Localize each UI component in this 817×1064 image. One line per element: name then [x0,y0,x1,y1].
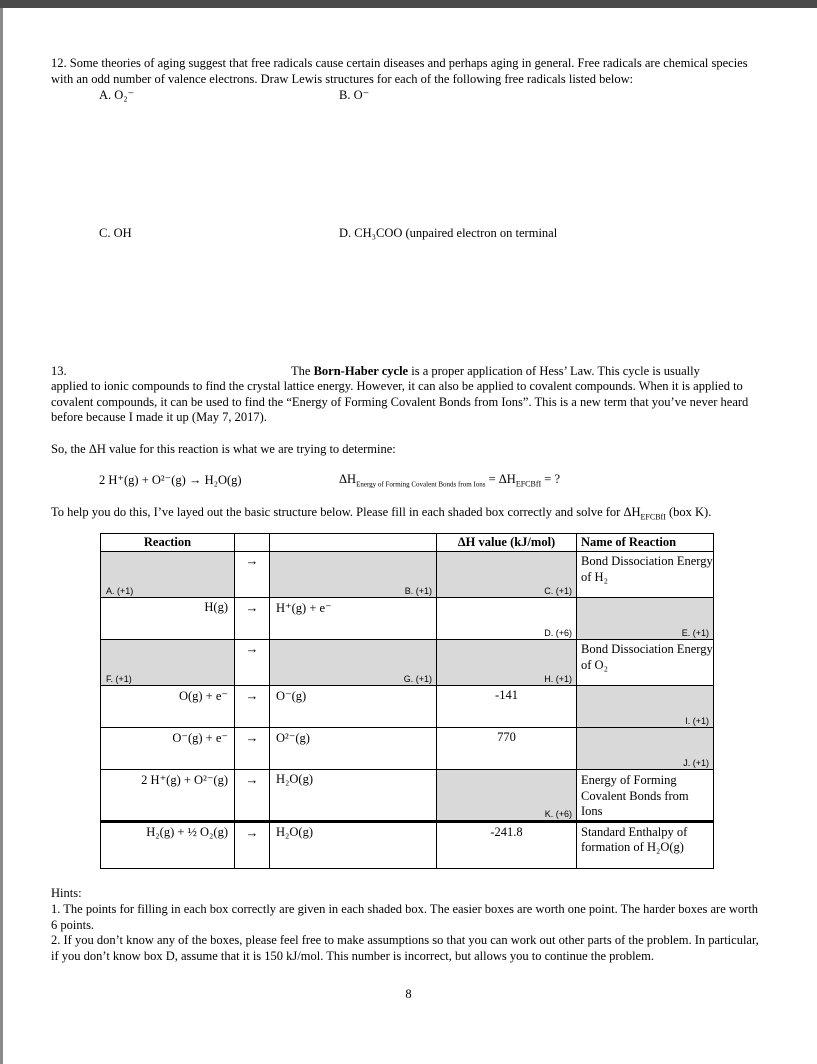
q12-item-b: B. O⁻ [339,88,370,102]
target-delta-h: $\Delta H_{Energy of Forming Covalent Bonds from Ions} = \Delta H_{EFCBfI}$ = ? [339,472,561,489]
value-cell: 770 [437,728,577,770]
question-12-text: 12. Some theories of aging suggest that free radicals cause certain diseases and perhaps aging in general. Free radicals are chemical species with an odd number of valence electrons. Draw Lewis structures for each of the following free radicals listed below: [51,56,748,86]
q12-item-d: D. CH₃COO (unpaired electron on terminal [339,226,558,240]
header-product-cell [270,534,437,552]
value-cell: -141 [437,686,577,728]
question-13-number: 13. [51,364,67,378]
header-delta-h: ΔH value (kJ/mol) [437,534,577,552]
table-row [101,770,714,822]
box-e[interactable]: E. (+1) [577,598,714,640]
target-reaction: 2 H⁺(g) + O²⁻(g) → H₂O(g) [99,473,242,487]
value-cell: -241.8 [437,821,577,868]
question-13-intro: The Born-Haber cycle is a proper application of Hess’ Law. This cycle is usually [291,364,700,378]
table-row [101,821,714,868]
question-13-text: applied to ionic compounds to find the crystal lattice energy. However, it can also be applied to covalent compounds. When it is applied to covalent compounds, it can be used to find the “Energy of Forming Covalent Bonds from Ions”. This is a new term that you’ve never heard before because I made it up (May 7, 2017). [51,379,749,424]
hint-2: 2. If you don’t know any of the boxes, please feel free to make assumptions so that you can work out other parts of the problem. In particular, if you don’t know box D, assume that it is 150 kJ/mol. This number is incorrect, but allows you to continue the problem. [51,933,759,963]
arrow-cell [235,640,270,686]
header-arrow-cell [235,534,270,552]
right-arrow-icon: → [245,730,259,745]
product-cell: H⁺(g) + e⁻ [270,598,437,640]
name-cell: Bond Dissociation Energy of O₂ [577,640,714,686]
box-a[interactable]: A. (+1) [101,552,235,598]
right-arrow-icon: → [245,641,259,656]
arrow-cell [235,821,270,868]
box-k[interactable]: K. (+6) [437,770,577,822]
right-arrow-icon: → [245,600,259,615]
arrow-cell [235,728,270,770]
reactant-cell: O⁻(g) + e⁻ [101,728,235,770]
name-cell: Bond Dissociation Energy of H₂ [577,552,714,598]
product-cell: H₂O(g) [270,821,437,868]
arrow-cell [235,686,270,728]
product-cell: H₂O(g) [270,770,437,822]
q12-item-a: A. O₂⁻ [99,88,135,102]
header-reaction: Reaction [101,534,235,552]
product-cell: O²⁻(g) [270,728,437,770]
born-haber-table [100,533,714,869]
help-text: To help you do this, I’ve layed out the basic structure below. Please fill in each shaded box correctly and solve for $\Delta H_{EFCBfI}$ (box K). [51,505,712,522]
right-arrow-icon: → [245,688,259,703]
right-arrow-icon: → [245,772,259,787]
born-haber-term: Born-Haber cycle [313,364,409,378]
name-cell: Standard Enthalpy of formation of H₂O(g) [577,821,714,868]
name-cell: Energy of Forming Covalent Bonds from Ions [577,770,714,822]
hints-title: Hints: [51,886,82,900]
box-b[interactable]: B. (+1) [270,552,437,598]
reactant-cell: O(g) + e⁻ [101,686,235,728]
reactant-cell: H₂(g) + ½ O₂(g) [101,821,235,868]
table-row [101,640,714,686]
q12-item-c: C. OH [99,226,132,240]
box-g[interactable]: G. (+1) [270,640,437,686]
table-row [101,686,714,728]
hint-1: 1. The points for filling in each box correctly are given in each shaded box. The easier boxes are worth one point. The harder boxes are worth 6 points. [51,902,759,932]
table-row [101,552,714,598]
table-header-row [101,534,714,552]
right-arrow-icon: → [245,824,259,840]
viewer-left-edge [0,8,3,1064]
arrow-cell [235,552,270,598]
reactant-cell: 2 H⁺(g) + O²⁻(g) [101,770,235,822]
table-row [101,598,714,640]
question-13-so: So, the ΔH value for this reaction is what we are trying to determine: [51,442,396,456]
viewer-top-bar [0,0,817,8]
box-j[interactable]: J. (+1) [577,728,714,770]
page-number: 8 [405,987,412,1001]
arrow-cell [235,770,270,822]
box-f[interactable]: F. (+1) [101,640,235,686]
value-cell: D. (+6) [437,598,577,640]
box-i[interactable]: I. (+1) [577,686,714,728]
product-cell: O⁻(g) [270,686,437,728]
reactant-cell: H(g) [101,598,235,640]
arrow-cell [235,598,270,640]
table-row [101,728,714,770]
right-arrow-icon: → [245,553,259,568]
box-c[interactable]: C. (+1) [437,552,577,598]
header-name: Name of Reaction [577,534,714,552]
box-h[interactable]: H. (+1) [437,640,577,686]
